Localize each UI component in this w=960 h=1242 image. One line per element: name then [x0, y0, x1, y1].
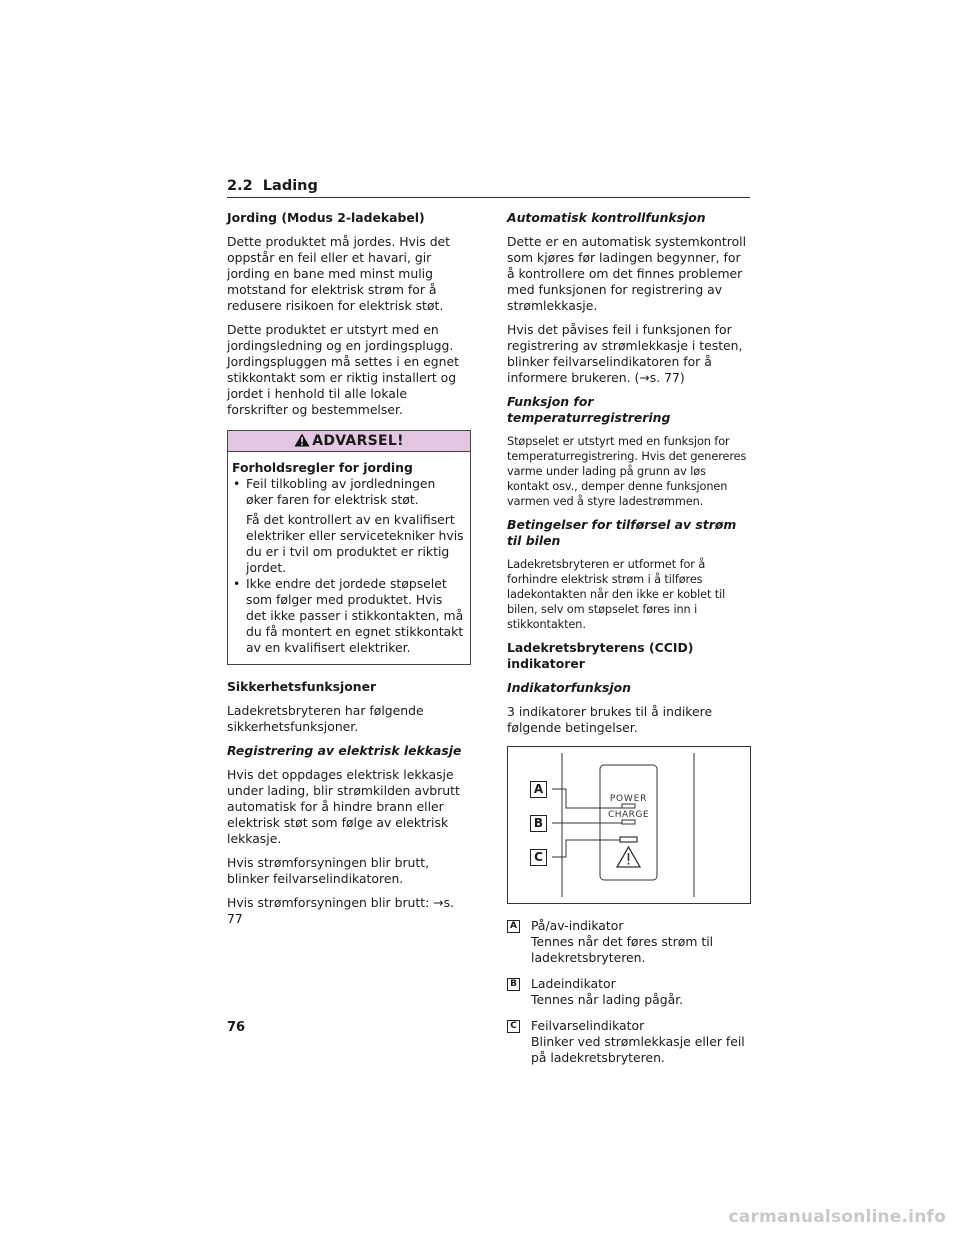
legend-item [507, 976, 751, 1008]
section-title: Lading [262, 178, 318, 194]
page-number: 76 [227, 1020, 246, 1035]
auto-paragraph-1: Dette er en automatisk systemkontroll som kjøres før ladingen begynner, for å kontrollere om det finnes problemer med funksjonen for registrering av strømlekkasje. [507, 234, 747, 313]
auto-heading: Automatisk kontrollfunksjon [507, 210, 706, 225]
legend-title: På/av-indikator [531, 918, 624, 933]
legend-description: Tennes når det føres strøm til ladekretsbryteren. [531, 934, 714, 965]
legend-title: Ladeindikator [531, 976, 616, 991]
leak-paragraph-1: Hvis det oppdages elektrisk lekkasje under lading, blir strømkilden avbrutt automatisk for å hindre brann eller elektrisk støt som følge av elektrisk lekkasje. [227, 767, 460, 846]
grounding-paragraph-2: Dette produktet er utstyrt med en jordingsledning og en jordingsplugg. Jordingspluggen må settes i en egnet stikkontakt som er riktig installert og jordet i henhold til alle lokale forskrifter og bestemmelser. [227, 322, 459, 417]
temp-paragraph: Støpselet er utstyrt med en funksjon for temperaturregistrering. Hvis det genereres varme under lading på grunn av løs kontakt osv., demper denne funksjonen varmen ved å styre ladestrømmen. [507, 435, 747, 508]
legend-title: Feilvarselindikator [531, 1018, 645, 1033]
warning-label: ADVARSEL! [312, 433, 404, 449]
temp-heading: Funksjon for temperaturregistrering [507, 394, 671, 425]
legend-key: A [507, 920, 520, 933]
diagram-label-b: B [530, 815, 547, 832]
section-heading [227, 178, 750, 198]
leak-paragraph-3: Hvis strømforsyningen blir brutt: →s. 77 [227, 895, 455, 926]
legend-key: B [507, 978, 520, 991]
warning-item-text: • Ikke endre det jordede støpselet som følger med produktet. Hvis det ikke passer i stikkontakten, må du få montert en egnet stikkontakt av en kvalifisert elektriker. [246, 576, 464, 655]
diagram-label-a: A [530, 781, 547, 798]
warning-item [232, 576, 464, 656]
legend-item [507, 918, 751, 966]
leak-heading: Registrering av elektrisk lekkasje [227, 743, 462, 758]
auto-paragraph-2: Hvis det påvises feil i funksjonen for registrering av strømlekkasje i testen, blinker feilvarselindikatoren for å informere brukeren. (→s. 77) [507, 322, 743, 385]
ccid-subheading: Indikatorfunksjon [507, 680, 631, 695]
left-column [227, 208, 471, 935]
ccid-paragraph: 3 indikatorer brukes til å indikere følgende betingelser. [507, 704, 713, 735]
supply-paragraph: Ladekretsbryteren er utformet for å forhindre elektrisk strøm i å tilføres ladekontakten når den ikke er koblet til bilen, selv om støpselet føres inn i stikkontakten. [507, 558, 726, 631]
diagram-charge-label: CHARGE [607, 810, 650, 820]
warning-header [228, 431, 470, 452]
diagram-power-label: POWER [609, 794, 648, 804]
warning-title: Forholdsregler for jording [232, 460, 413, 475]
section-number: 2.2 [227, 178, 253, 194]
warning-item-text: • Feil tilkobling av jordledningen øker faren for elektrisk støt. [246, 476, 436, 507]
legend-description: Blinker ved strømlekkasje eller feil på ladekretsbryteren. [531, 1034, 745, 1065]
warning-item [232, 476, 464, 576]
legend-item [507, 1018, 751, 1066]
diagram-label-c: C [530, 849, 547, 866]
ccid-indicator-diagram [507, 746, 751, 904]
warning-box [227, 430, 471, 665]
right-column [507, 208, 751, 1076]
safety-paragraph: Ladekretsbryteren har følgende sikkerhetsfunksjoner. [227, 703, 424, 734]
supply-heading: Betingelser for tilførsel av strøm til bilen [507, 517, 737, 548]
watermark: carmanualsonline.info [728, 1207, 946, 1227]
safety-heading: Sikkerhetsfunksjoner [227, 679, 377, 694]
grounding-heading: Jording (Modus 2-ladekabel) [227, 210, 425, 225]
warning-triangle-icon [294, 433, 310, 447]
legend-description: Tennes når lading pågår. [531, 992, 684, 1007]
legend-key: C [507, 1020, 520, 1033]
grounding-paragraph-1: Dette produktet må jordes. Hvis det oppstår en feil eller et havari, gir jording en bane med minst mulig motstand for elektrisk strøm for å redusere risikoen for elektrisk støt. [227, 234, 451, 313]
warning-item-subtext: Få det kontrollert av en kvalifisert elektriker eller servicetekniker hvis du er i tvil om produktet er riktig jordet. [246, 512, 464, 575]
ccid-heading: Ladekretsbryterens (CCID) indikatorer [507, 640, 694, 671]
leak-paragraph-2: Hvis strømforsyningen blir brutt, blinker feilvarselindikatoren. [227, 855, 430, 886]
